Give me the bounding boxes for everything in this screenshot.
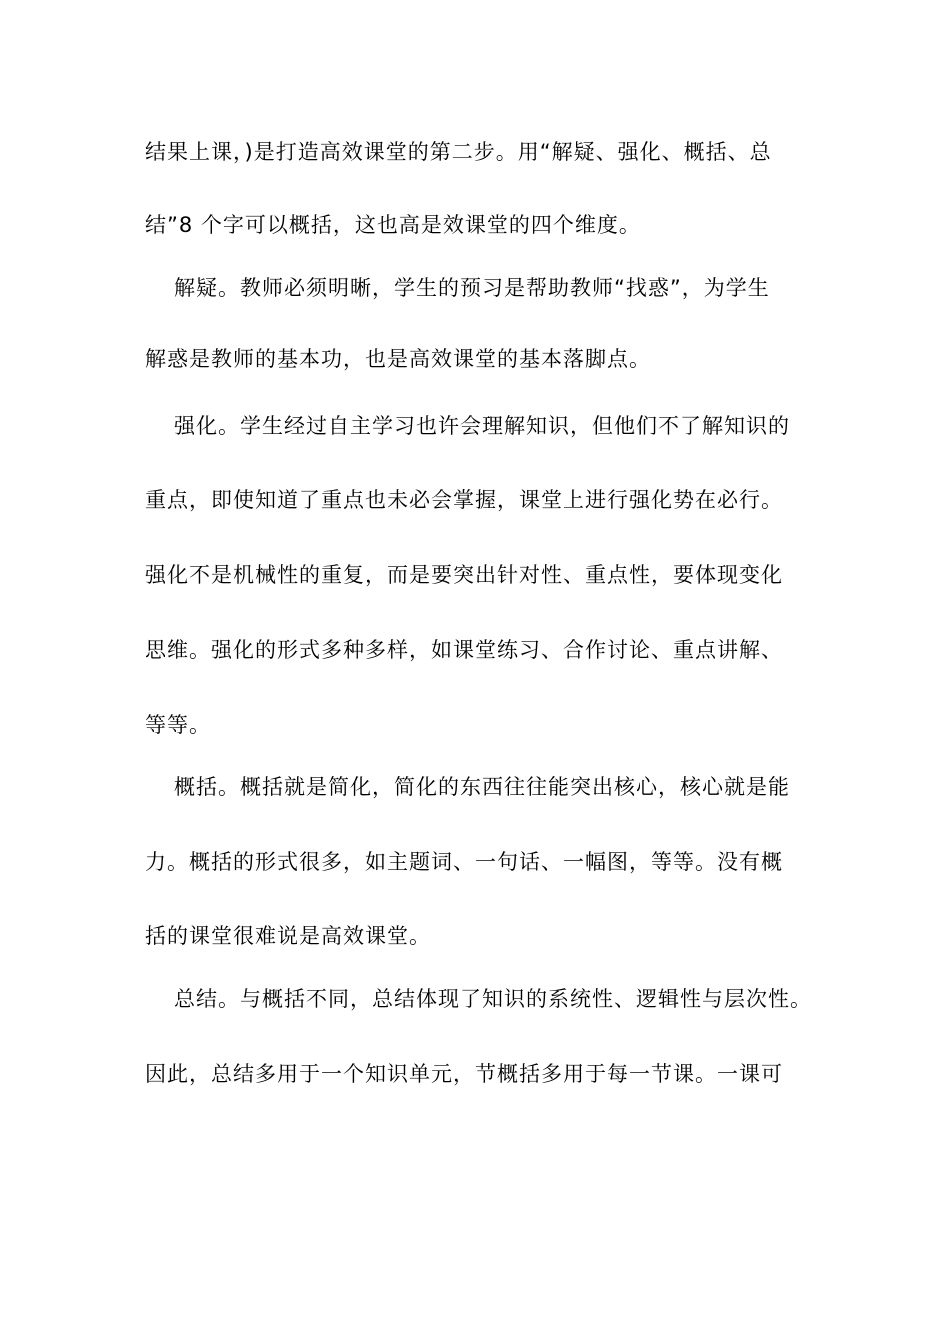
paragraph-gaikuo-line-1: 概括。概括就是简化，简化的东西往往能突出核心，核心就是能 xyxy=(174,775,790,799)
text-line-2: 结”8 个字可以概括，这也高是效课堂的四个维度。 xyxy=(145,213,641,237)
paragraph-qianghua-line-4: 思维。强化的形式多种多样，如课堂练习、合作讨论、重点讲解、 xyxy=(145,638,783,662)
paragraph-gaikuo-line-2: 力。概括的形式很多，如主题词、一句话、一幅图，等等。没有概 xyxy=(145,850,783,874)
paragraph-zongjie-line-2: 因此，总结多用于一个知识单元，节概括多用于每一节课。一课可 xyxy=(145,1062,783,1086)
paragraph-jieyi-line-2: 解惑是教师的基本功，也是高效课堂的基本落脚点。 xyxy=(145,347,651,371)
paragraph-qianghua-line-2: 重点，即使知道了重点也未必会掌握，课堂上进行强化势在必行。 xyxy=(145,488,783,512)
paragraph-qianghua-line-3: 强化不是机械性的重复，而是要突出针对性、重点性，要体现变化 xyxy=(145,563,783,587)
text-line-1: 结果上课，)是打造高效课堂的第二步。用“解疑、强化、概括、总 xyxy=(145,140,772,164)
paragraph-gaikuo-line-3: 括的课堂很难说是高效课堂。 xyxy=(145,924,431,948)
paragraph-qianghua-line-5: 等等。 xyxy=(145,713,211,737)
paragraph-qianghua-line-1: 强化。学生经过自主学习也许会理解知识，但他们不了解知识的 xyxy=(174,414,790,438)
paragraph-zongjie-line-1: 总结。与概括不同，总结体现了知识的系统性、逻辑性与层次性。 xyxy=(174,987,812,1011)
paragraph-jieyi-line-1: 解疑。教师必须明晰，学生的预习是帮助教师“找惑”，为学生 xyxy=(174,276,770,300)
